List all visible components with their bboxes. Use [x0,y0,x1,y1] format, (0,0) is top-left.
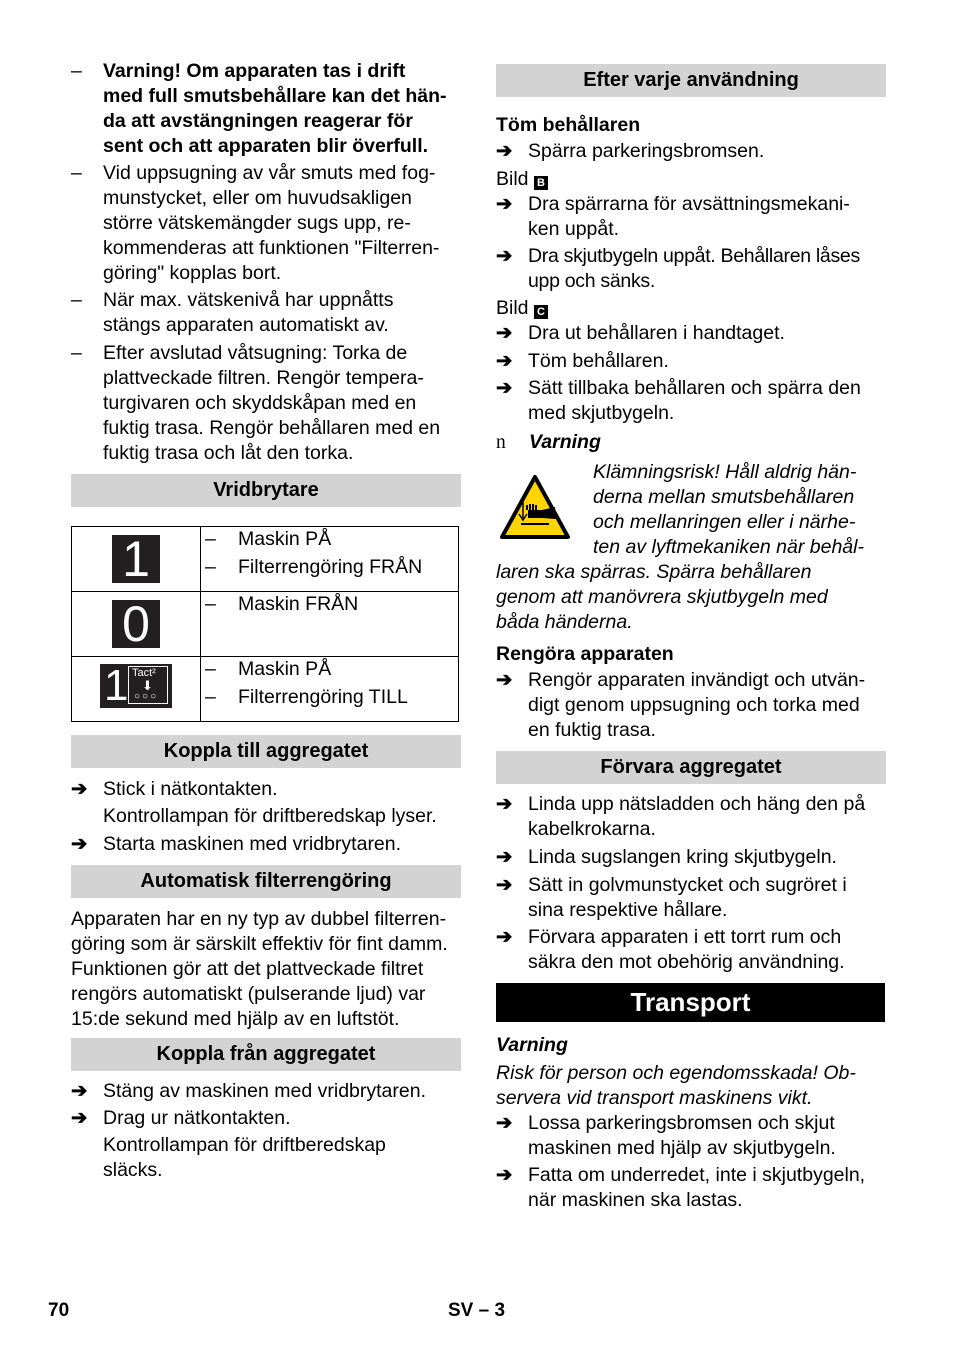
switch-description-cell: – Maskin PÅ – Filterrengöring TILL [201,657,459,722]
step-dra-ut: ➔ Dra ut behållaren i handtaget. [496,322,785,344]
dash-bullet: – [71,162,82,184]
switch-description-cell: – Maskin FRÅN [201,592,459,657]
step-satt-tillbaka: ➔ Sätt tillbaka behållaren och spärra den med skjutbygeln. [496,377,861,424]
arrow-icon: ➔ [496,377,513,399]
arrow-icon: ➔ [496,1164,513,1186]
text-line: da att avstängningen reagerar för [103,110,413,132]
arrow-icon: ➔ [496,874,513,896]
paragraph-auto-filter [71,907,463,1032]
arrow-icon: ➔ [496,350,513,372]
dash-item-max-niva [71,288,461,338]
text-line: munstycket, eller om huvudsakligen [103,187,412,209]
section-heading-auto-filter: Automatisk filterrengöring [71,865,461,898]
text-line: sent och att apparaten blir överfull. [103,135,429,157]
switch-position-0-icon: 0 [112,600,160,648]
step-forvara: ➔ Förvara apparaten i ett torrt rum och säkra den mot obehörig användning. [496,926,845,973]
transport-warning-title: Varning [496,1034,568,1056]
switch-item: Filterrengöring FRÅN [238,556,423,578]
crush-hazard-icon [499,474,571,540]
switch-symbol-cell [72,657,201,722]
section-heading-vridbrytare: Vridbrytare [71,474,461,507]
note-kontrollampa: Kontrollampan för driftberedskap lyser. [103,805,437,827]
text-line: Funktionen gör att det plattveckade filtret [71,958,424,980]
step-satt-in-munstycke: ➔ Sätt in golvmunstycket och sugröret i sina respektive hållare. [496,874,847,921]
text-line: båda händerna. [496,611,633,633]
page-number: 70 [48,1300,70,1321]
subheading-rengora: Rengöra apparaten [496,643,674,665]
switch-description-cell: – Maskin PÅ – Filterrengöring FRÅN [201,527,459,592]
step-fatta-underredet: ➔ Fatta om underredet, inte i skjutbygeln, när maskinen ska lastas. [496,1164,866,1211]
text-line: genom att manövrera skjutbygeln med [496,586,828,608]
figure-ref-b: Bild B [496,167,548,192]
text-line: göring som är särskilt effektiv för fint damm. [71,933,448,955]
text-line: Klämningsrisk! Håll aldrig hän- [593,461,857,483]
text-line: stängs apparaten automatiskt av. [103,314,389,336]
step-starta: ➔ Starta maskinen med vridbrytaren. [71,833,402,855]
section-heading-koppla-fran: Koppla från aggregatet [71,1038,461,1071]
step-linda-natsladd: ➔ Linda upp nätsladden och häng den på kabelkrokarna. [496,793,866,840]
arrow-icon: ➔ [496,193,513,215]
subheading-tom-behallaren: Töm behållaren [496,114,641,136]
arrow-icon: ➔ [71,778,88,800]
text-line: laren ska spärras. Spärra behållaren [496,561,812,583]
text-line: rengörs automatiskt (pulserande ljud) var [71,983,426,1005]
section-heading-forvara: Förvara aggregatet [496,751,886,784]
figure-ref-c: Bild C [496,296,548,321]
text-line: servera vid transport maskinens vikt. [496,1087,813,1109]
text-line: fuktig trasa och låt den torka. [103,442,354,464]
section-heading-efter-varje: Efter varje användning [496,64,886,97]
switch-item: Filterrengöring TILL [238,686,408,708]
figure-b-icon: B [534,176,548,190]
switch-position-tact-icon: 1 Tact² ⬇ ○○○ [100,664,172,708]
step-stick-kontakt: ➔ Stick i nätkontakten. [71,778,278,800]
step-linda-sugslang: ➔ Linda sugslangen kring skjutbygeln. [496,846,837,868]
switch-symbol-cell [72,592,201,657]
table-row [72,657,459,722]
arrow-icon: ➔ [496,669,513,691]
arrow-icon: ➔ [496,245,513,267]
switch-table [71,526,459,722]
step-dra-skjutbygeln: ➔ Dra skjutbygeln uppåt. Behållaren låses upp och sänks. [496,245,860,292]
arrow-icon: ➔ [496,322,513,344]
switch-item: Maskin FRÅN [238,593,359,615]
arrow-icon: ➔ [71,1107,88,1129]
step-dra-sparrarna: ➔ Dra spärrarna för avsättningsmekani- ken uppåt. [496,193,850,240]
text-line: turgivaren och skyddskåpan med en [103,392,417,414]
arrow-icon: ➔ [496,926,513,948]
text-line: derna mellan smutsbehållaren [593,486,855,508]
text-line: göring" kopplas bort. [103,262,282,284]
text-line: och mellanringen eller i närhe- [593,511,856,533]
dash-item-efter-vatsugning [71,341,461,466]
dash-bullet: – [71,289,82,311]
step-tom: ➔ Töm behållaren. [496,350,669,372]
step-stang-av: ➔ Stäng av maskinen med vridbrytaren. [71,1080,426,1102]
dash-item-warning [71,59,461,159]
section-heading-transport: Transport [496,983,885,1022]
warning-text-short [593,460,864,560]
step-drag-ur: ➔ Drag ur nätkontakten. [71,1107,291,1129]
dash-bullet: – [71,342,82,364]
warning-title: Varning [529,431,601,453]
arrow-icon: ➔ [496,140,513,162]
warning-marker: n [496,432,506,453]
step-sparra-bromsen: ➔ Spärra parkeringsbromsen. [496,140,765,162]
dash-item-fogmunstycke [71,161,461,286]
text-line: Apparaten har en ny typ av dubbel filterren- [71,908,447,930]
text-line: kommenderas att funktionen "Filterren- [103,237,440,259]
table-row [72,527,459,592]
arrow-icon: ➔ [496,846,513,868]
text-line: När max. vätskenivå har uppnåtts [103,289,394,311]
text-line: fuktig trasa. Rengör behållaren med en [103,417,441,439]
text-line: plattveckade filtren. Rengör tempera- [103,367,424,389]
arrow-icon: ➔ [496,793,513,815]
text-line: Varning! Om apparaten tas i drift [103,60,406,82]
footer-language-page: SV – 3 [448,1300,506,1321]
warning-text-full [496,560,828,635]
note-kontrollampa-slacks: Kontrollampan för driftberedskap släcks. [103,1134,386,1181]
step-lossa-bromsen: ➔ Lossa parkeringsbromsen och skjut maskinen med hjälp av skjutbygeln. [496,1112,836,1159]
step-rengor: ➔ Rengör apparaten invändigt och utvän- digt genom uppsugning och torka med en fuktig trasa. [496,669,866,741]
text-line: med full smutsbehållare kan det hän- [103,85,447,107]
text-line: ten av lyftmekaniken när behål- [593,536,864,558]
arrow-icon: ➔ [71,1080,88,1102]
table-row [72,592,459,657]
switch-symbol-cell [72,527,201,592]
text-line: Vid uppsugning av vår smuts med fog- [103,162,436,184]
section-heading-koppla-till: Koppla till aggregatet [71,735,461,768]
arrow-icon: ➔ [496,1112,513,1134]
arrow-icon: ➔ [71,833,88,855]
switch-item: Maskin PÅ [238,658,332,680]
switch-item: Maskin PÅ [238,528,332,550]
dash-bullet: – [71,60,82,82]
switch-position-1-icon: 1 [112,535,160,583]
figure-c-icon: C [534,305,548,319]
transport-warning-text [496,1061,856,1111]
text-line: 15:de sekund med hjälp av en luftstöt. [71,1008,400,1030]
text-line: Risk för person och egendomsskada! Ob- [496,1062,856,1084]
text-line: större vätskemängder sugs upp, re- [103,212,411,234]
text-line: Efter avslutad våtsugning: Torka de [103,342,408,364]
